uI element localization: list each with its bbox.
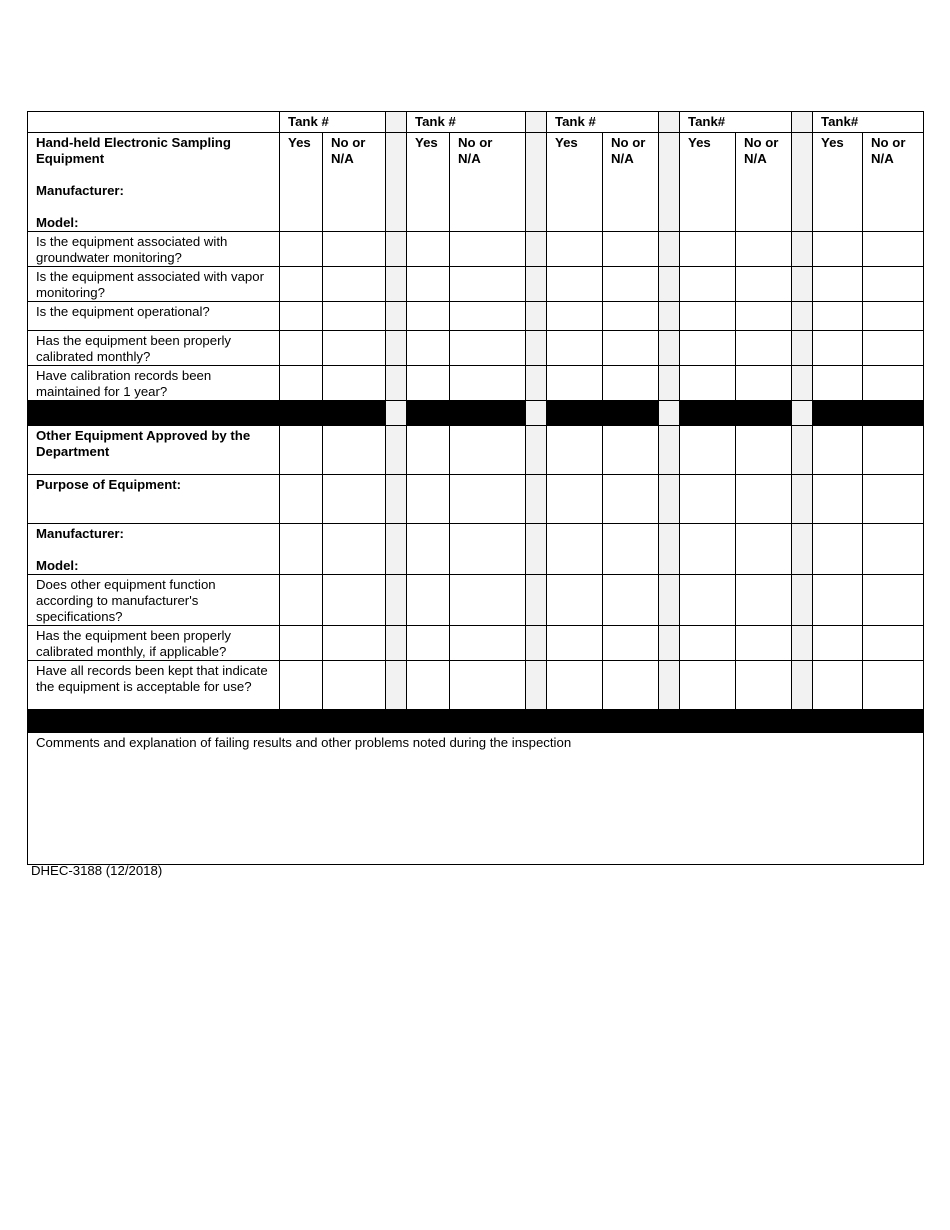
- answer-yes-cell[interactable]: [280, 626, 323, 661]
- section-divider: [28, 710, 924, 733]
- column-spacer: [659, 524, 680, 575]
- column-spacer: [386, 112, 407, 133]
- column-spacer: [792, 661, 813, 710]
- column-spacer: [659, 267, 680, 302]
- question-label: Is the equipment associated with groundwater monitoring?: [28, 232, 280, 267]
- column-spacer: [792, 575, 813, 626]
- purpose-no-cell[interactable]: [323, 475, 386, 524]
- column-spacer: [526, 661, 547, 710]
- other-equipment-yes-cell[interactable]: [280, 426, 323, 475]
- manufacturer-yes-cell[interactable]: [813, 524, 863, 575]
- answer-no-cell[interactable]: [863, 626, 924, 661]
- purpose-yes-cell[interactable]: [813, 475, 863, 524]
- column-spacer: [386, 133, 407, 232]
- header-blank-cell: [28, 112, 280, 133]
- answer-yes-cell[interactable]: [407, 575, 450, 626]
- answer-no-cell[interactable]: [450, 302, 526, 331]
- column-spacer: [659, 426, 680, 475]
- no-column-header: No or N/A: [736, 133, 792, 232]
- comments-label: Comments and explanation of failing results and other problems noted during the inspection: [36, 735, 572, 750]
- other-equipment-no-cell[interactable]: [450, 426, 526, 475]
- answer-yes-cell[interactable]: [680, 267, 736, 302]
- column-spacer: [386, 232, 407, 267]
- answer-no-cell[interactable]: [736, 366, 792, 401]
- section-divider: [547, 401, 603, 426]
- section-divider: [680, 401, 736, 426]
- manufacturer-no-cell[interactable]: [450, 524, 526, 575]
- answer-yes-cell[interactable]: [813, 232, 863, 267]
- column-spacer: [792, 331, 813, 366]
- manufacturer-no-cell[interactable]: [736, 524, 792, 575]
- tank-number-field[interactable]: Tank#: [813, 112, 924, 133]
- manufacturer-no-cell[interactable]: [863, 524, 924, 575]
- column-spacer: [792, 267, 813, 302]
- yes-column-header: Yes: [547, 133, 603, 232]
- form-number: DHEC-3188 (12/2018): [31, 863, 163, 878]
- column-spacer: [526, 626, 547, 661]
- answer-no-cell[interactable]: [323, 366, 386, 401]
- answer-no-cell[interactable]: [736, 661, 792, 710]
- column-spacer: [386, 575, 407, 626]
- answer-yes-cell[interactable]: [407, 232, 450, 267]
- purpose-yes-cell[interactable]: [407, 475, 450, 524]
- yes-column-header: Yes: [680, 133, 736, 232]
- answer-no-cell[interactable]: [736, 626, 792, 661]
- section-divider: [863, 401, 924, 426]
- answer-yes-cell[interactable]: [680, 366, 736, 401]
- answer-no-cell[interactable]: [603, 232, 659, 267]
- column-spacer: [526, 575, 547, 626]
- answer-yes-cell[interactable]: [280, 366, 323, 401]
- answer-yes-cell[interactable]: [813, 575, 863, 626]
- tank-number-field[interactable]: Tank#: [680, 112, 792, 133]
- column-spacer: [659, 232, 680, 267]
- section-divider: [407, 401, 450, 426]
- other-equipment-yes-cell[interactable]: [407, 426, 450, 475]
- manufacturer-yes-cell[interactable]: [280, 524, 323, 575]
- column-spacer: [792, 401, 813, 426]
- column-spacer: [386, 661, 407, 710]
- answer-yes-cell[interactable]: [813, 302, 863, 331]
- manufacturer-yes-cell[interactable]: [680, 524, 736, 575]
- answer-no-cell[interactable]: [603, 331, 659, 366]
- comments-box[interactable]: [28, 733, 924, 865]
- purpose-label: Purpose of Equipment:: [28, 475, 280, 524]
- answer-yes-cell[interactable]: [547, 267, 603, 302]
- answer-yes-cell[interactable]: [813, 626, 863, 661]
- answer-no-cell[interactable]: [450, 331, 526, 366]
- column-spacer: [792, 302, 813, 331]
- column-spacer: [526, 401, 547, 426]
- column-spacer: [659, 401, 680, 426]
- column-spacer: [386, 626, 407, 661]
- answer-no-cell[interactable]: [603, 626, 659, 661]
- answer-no-cell[interactable]: [603, 661, 659, 710]
- column-spacer: [659, 575, 680, 626]
- other-equipment-no-cell[interactable]: [736, 426, 792, 475]
- section2-manufacturer-cell: [28, 524, 280, 575]
- answer-no-cell[interactable]: [450, 626, 526, 661]
- tank-number-field[interactable]: Tank #: [280, 112, 386, 133]
- answer-yes-cell[interactable]: [813, 267, 863, 302]
- section-divider: [450, 401, 526, 426]
- manufacturer-no-cell[interactable]: [603, 524, 659, 575]
- column-spacer: [659, 133, 680, 232]
- manufacturer-label: Manufacturer:: [36, 526, 124, 541]
- column-spacer: [526, 475, 547, 524]
- answer-no-cell[interactable]: [450, 575, 526, 626]
- question-label: Is the equipment operational?: [28, 302, 280, 331]
- purpose-no-cell[interactable]: [603, 475, 659, 524]
- manufacturer-yes-cell[interactable]: [547, 524, 603, 575]
- purpose-yes-cell[interactable]: [680, 475, 736, 524]
- answer-no-cell[interactable]: [323, 626, 386, 661]
- answer-yes-cell[interactable]: [280, 267, 323, 302]
- column-spacer: [659, 661, 680, 710]
- yes-column-header: Yes: [280, 133, 323, 232]
- answer-yes-cell[interactable]: [680, 331, 736, 366]
- answer-yes-cell[interactable]: [680, 575, 736, 626]
- column-spacer: [792, 112, 813, 133]
- answer-no-cell[interactable]: [736, 302, 792, 331]
- column-spacer: [526, 331, 547, 366]
- purpose-yes-cell[interactable]: [547, 475, 603, 524]
- answer-yes-cell[interactable]: [547, 575, 603, 626]
- column-spacer: [792, 133, 813, 232]
- section-divider: [603, 401, 659, 426]
- purpose-no-cell[interactable]: [863, 475, 924, 524]
- purpose-yes-cell[interactable]: [280, 475, 323, 524]
- other-equipment-no-cell[interactable]: [323, 426, 386, 475]
- manufacturer-label: Manufacturer:: [36, 183, 124, 198]
- column-spacer: [792, 232, 813, 267]
- answer-no-cell[interactable]: [863, 232, 924, 267]
- answer-yes-cell[interactable]: [547, 661, 603, 710]
- section1-header-cell: [28, 133, 280, 232]
- answer-yes-cell[interactable]: [280, 232, 323, 267]
- answer-no-cell[interactable]: [863, 366, 924, 401]
- answer-yes-cell[interactable]: [407, 267, 450, 302]
- answer-yes-cell[interactable]: [547, 302, 603, 331]
- section-divider: [28, 401, 280, 426]
- inspection-form-table: [27, 111, 924, 865]
- column-spacer: [386, 426, 407, 475]
- answer-yes-cell[interactable]: [280, 302, 323, 331]
- section1-title: Hand-held Electronic Sampling Equipment: [36, 135, 231, 166]
- answer-yes-cell[interactable]: [680, 661, 736, 710]
- answer-yes-cell[interactable]: [680, 232, 736, 267]
- yes-column-header: Yes: [813, 133, 863, 232]
- answer-yes-cell[interactable]: [547, 331, 603, 366]
- column-spacer: [526, 232, 547, 267]
- answer-no-cell[interactable]: [603, 302, 659, 331]
- answer-no-cell[interactable]: [736, 575, 792, 626]
- answer-yes-cell[interactable]: [813, 661, 863, 710]
- other-equipment-yes-cell[interactable]: [813, 426, 863, 475]
- column-spacer: [526, 133, 547, 232]
- answer-no-cell[interactable]: [323, 661, 386, 710]
- answer-yes-cell[interactable]: [280, 331, 323, 366]
- answer-no-cell[interactable]: [863, 331, 924, 366]
- column-spacer: [386, 302, 407, 331]
- question-label: Has the equipment been properly calibrated monthly?: [28, 331, 280, 366]
- answer-yes-cell[interactable]: [407, 331, 450, 366]
- manufacturer-no-cell[interactable]: [323, 524, 386, 575]
- purpose-no-cell[interactable]: [450, 475, 526, 524]
- answer-no-cell[interactable]: [603, 366, 659, 401]
- no-column-header: No or N/A: [323, 133, 386, 232]
- section-divider: [323, 401, 386, 426]
- column-spacer: [659, 302, 680, 331]
- question-label: Have calibration records been maintained for 1 year?: [28, 366, 280, 401]
- answer-yes-cell[interactable]: [547, 626, 603, 661]
- answer-yes-cell[interactable]: [407, 626, 450, 661]
- answer-yes-cell[interactable]: [547, 366, 603, 401]
- yes-column-header: Yes: [407, 133, 450, 232]
- answer-yes-cell[interactable]: [407, 302, 450, 331]
- answer-no-cell[interactable]: [603, 575, 659, 626]
- answer-yes-cell[interactable]: [280, 575, 323, 626]
- answer-yes-cell[interactable]: [680, 626, 736, 661]
- answer-no-cell[interactable]: [323, 267, 386, 302]
- section-divider: [736, 401, 792, 426]
- answer-no-cell[interactable]: [863, 267, 924, 302]
- model-label: Model:: [36, 215, 79, 230]
- answer-no-cell[interactable]: [450, 661, 526, 710]
- answer-yes-cell[interactable]: [813, 366, 863, 401]
- other-equipment-no-cell[interactable]: [603, 426, 659, 475]
- column-spacer: [659, 331, 680, 366]
- answer-yes-cell[interactable]: [547, 232, 603, 267]
- column-spacer: [386, 475, 407, 524]
- section-divider: [280, 401, 323, 426]
- question-label: Has the equipment been properly calibrated monthly, if applicable?: [28, 626, 280, 661]
- column-spacer: [792, 475, 813, 524]
- answer-no-cell[interactable]: [863, 661, 924, 710]
- answer-no-cell[interactable]: [603, 267, 659, 302]
- column-spacer: [792, 524, 813, 575]
- answer-no-cell[interactable]: [863, 575, 924, 626]
- column-spacer: [659, 475, 680, 524]
- column-spacer: [526, 366, 547, 401]
- answer-yes-cell[interactable]: [407, 366, 450, 401]
- answer-yes-cell[interactable]: [680, 302, 736, 331]
- column-spacer: [526, 267, 547, 302]
- column-spacer: [526, 524, 547, 575]
- question-label: Have all records been kept that indicate the equipment is acceptable for use?: [28, 661, 280, 710]
- tank-number-field[interactable]: Tank #: [407, 112, 526, 133]
- column-spacer: [386, 267, 407, 302]
- column-spacer: [792, 426, 813, 475]
- column-spacer: [659, 626, 680, 661]
- purpose-no-cell[interactable]: [736, 475, 792, 524]
- column-spacer: [659, 366, 680, 401]
- section2-title: Other Equipment Approved by the Department: [28, 426, 280, 475]
- answer-no-cell[interactable]: [323, 232, 386, 267]
- model-label: Model:: [36, 558, 79, 573]
- column-spacer: [386, 401, 407, 426]
- answer-yes-cell[interactable]: [407, 661, 450, 710]
- answer-no-cell[interactable]: [736, 331, 792, 366]
- answer-no-cell[interactable]: [450, 366, 526, 401]
- answer-no-cell[interactable]: [863, 302, 924, 331]
- section-divider: [813, 401, 863, 426]
- other-equipment-no-cell[interactable]: [863, 426, 924, 475]
- answer-no-cell[interactable]: [736, 232, 792, 267]
- answer-yes-cell[interactable]: [280, 661, 323, 710]
- answer-yes-cell[interactable]: [813, 331, 863, 366]
- column-spacer: [386, 331, 407, 366]
- other-equipment-yes-cell[interactable]: [680, 426, 736, 475]
- no-column-header: No or N/A: [603, 133, 659, 232]
- tank-number-field[interactable]: Tank #: [547, 112, 659, 133]
- column-spacer: [526, 426, 547, 475]
- column-spacer: [792, 366, 813, 401]
- column-spacer: [386, 366, 407, 401]
- column-spacer: [792, 626, 813, 661]
- question-label: Does other equipment function according to manufacturer's specifications?: [28, 575, 280, 626]
- answer-no-cell[interactable]: [323, 331, 386, 366]
- column-spacer: [526, 302, 547, 331]
- answer-no-cell[interactable]: [323, 575, 386, 626]
- column-spacer: [526, 112, 547, 133]
- column-spacer: [386, 524, 407, 575]
- no-column-header: No or N/A: [863, 133, 924, 232]
- answer-no-cell[interactable]: [323, 302, 386, 331]
- answer-no-cell[interactable]: [450, 232, 526, 267]
- question-label: Is the equipment associated with vapor monitoring?: [28, 267, 280, 302]
- other-equipment-yes-cell[interactable]: [547, 426, 603, 475]
- answer-no-cell[interactable]: [736, 267, 792, 302]
- answer-no-cell[interactable]: [450, 267, 526, 302]
- manufacturer-yes-cell[interactable]: [407, 524, 450, 575]
- column-spacer: [659, 112, 680, 133]
- no-column-header: No or N/A: [450, 133, 526, 232]
